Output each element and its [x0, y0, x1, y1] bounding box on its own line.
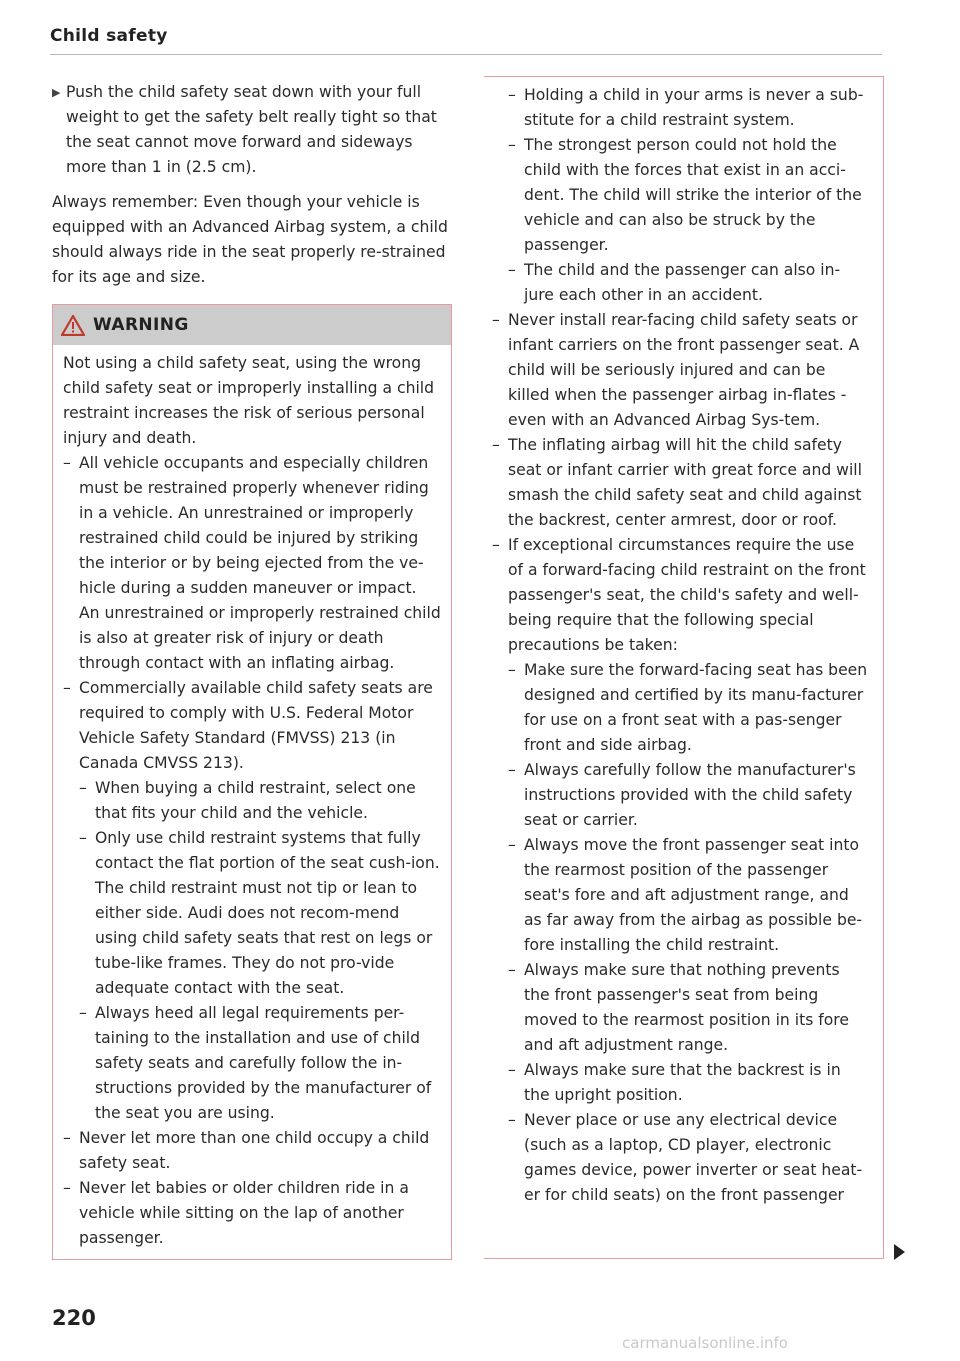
sub-list-item: – Always make sure that the backrest is in the upright position.: [508, 1061, 841, 1104]
right-column: [484, 76, 884, 1259]
warning-intro: Not using a child safety seat, using the wrong child safety seat or improperly installing a child restraint increases the risk of serious personal injury and death.: [63, 354, 435, 447]
sub-list-item: – Never place or use any electrical device (such as a laptop, CD player, electronic games device, power inverter or seat heat-er for child seats) on the front passenger: [508, 1111, 863, 1204]
list-item: – Never let babies or older children ride in a vehicle while sitting on the lap of another passenger.: [63, 1179, 409, 1247]
list-item: – All vehicle occupants and especially children must be restrained properly whenever riding in a vehicle. An unrestrained or improperly restrained child could be injured by striking the interior or by being ejected from the ve-hicle during a sudden maneuver or impact. An unrestrained or improperly restrained child is also at greater risk of injury or death through contact with an inflating airbag.: [63, 454, 441, 672]
continue-arrow-icon: [894, 1244, 905, 1260]
sub-list-item: – Always heed all legal requirements per-taining to the installation and use of child safety seats and carefully follow the in-structions provided by the manufacturer of the seat you are using.: [79, 1004, 432, 1122]
sub-list-item: – Only use child restraint systems that fully contact the flat portion of the seat cush-ion. The child restraint must not tip or lean to either side. Audi does not recom-mend using child safety seats that rest on legs or tube-like frames. They do not pro-vide adequate contact with the seat.: [79, 829, 440, 997]
instruction-text: Push the child safety seat down with your full weight to get the safety belt really tight so that the seat cannot move forward and sideways more than 1 in (2.5 cm).: [66, 83, 437, 176]
arrow-bullet-icon: ▶: [52, 86, 61, 99]
list-item: – Commercially available child safety seats are required to comply with U.S. Federal Motor Vehicle Safety Standard (FMVSS) 213 (in Canada CMVSS 213).: [63, 679, 433, 772]
sub-list-item: – Always carefully follow the manufacturer's instructions provided with the child safety seat or carrier.: [508, 761, 856, 829]
sub-list-item: – Always move the front passenger seat into the rearmost position of the passenger seat's fore and aft adjustment range, and as far away from the airbag as possible be-fore installing the child restraint.: [508, 836, 863, 954]
sub-list-item: – Make sure the forward-facing seat has been designed and certified by its manu-facturer for use on a front seat with a pas-senger front and side airbag.: [508, 661, 868, 754]
sub-list-item: – The strongest person could not hold the child with the forces that exist in an acci-dent. The child will strike the interior of the vehicle and can also be struck by the passenger.: [508, 136, 862, 254]
sub-list-item: – When buying a child restraint, select one that fits your child and the vehicle.: [79, 779, 416, 822]
warning-triangle-icon: [61, 314, 85, 336]
page-number: 220: [52, 1306, 96, 1330]
left-column: [52, 80, 452, 1260]
page-header: [50, 26, 882, 55]
sub-list-item: – Always make sure that nothing prevents the front passenger's seat from being moved to the rearmost position in its fore and aft adjustment range.: [508, 961, 849, 1054]
section-title: Child safety: [50, 26, 168, 46]
warning-title: WARNING: [93, 314, 189, 335]
sub-list-item: – Holding a child in your arms is never a sub-stitute for a child restraint system.: [508, 86, 864, 129]
warning-header: [53, 305, 451, 345]
list-item: – Never install rear-facing child safety seats or infant carriers on the front passenger seat. A child will be seriously injured and can be killed when the passenger airbag in-flates - even with an Advanced Airbag Sys-tem.: [492, 311, 860, 429]
instruction-step: [52, 80, 452, 180]
warning-body: [53, 345, 451, 1259]
sub-list-item: – The child and the passenger can also in-jure each other in an accident.: [508, 261, 841, 304]
list-item: – If exceptional circumstances require the use of a forward-facing child restraint on the front passenger's seat, the child's safety and well-being require that the following special precautions be taken:: [492, 536, 866, 654]
list-item: – Never let more than one child occupy a child safety seat.: [63, 1129, 430, 1172]
list-item: – The inflating airbag will hit the child safety seat or infant carrier with great force and will smash the child safety seat and child against the backrest, center armrest, door or roof.: [492, 436, 862, 529]
warning-continuation-box: [484, 76, 884, 1259]
intro-paragraph: Always remember: Even though your vehicle is equipped with an Advanced Airbag system, a child should always ride in the seat properly re-strained for its age and size.: [52, 193, 448, 286]
watermark: carmanualsonline.info: [622, 1334, 788, 1352]
warning-box: [52, 304, 452, 1260]
